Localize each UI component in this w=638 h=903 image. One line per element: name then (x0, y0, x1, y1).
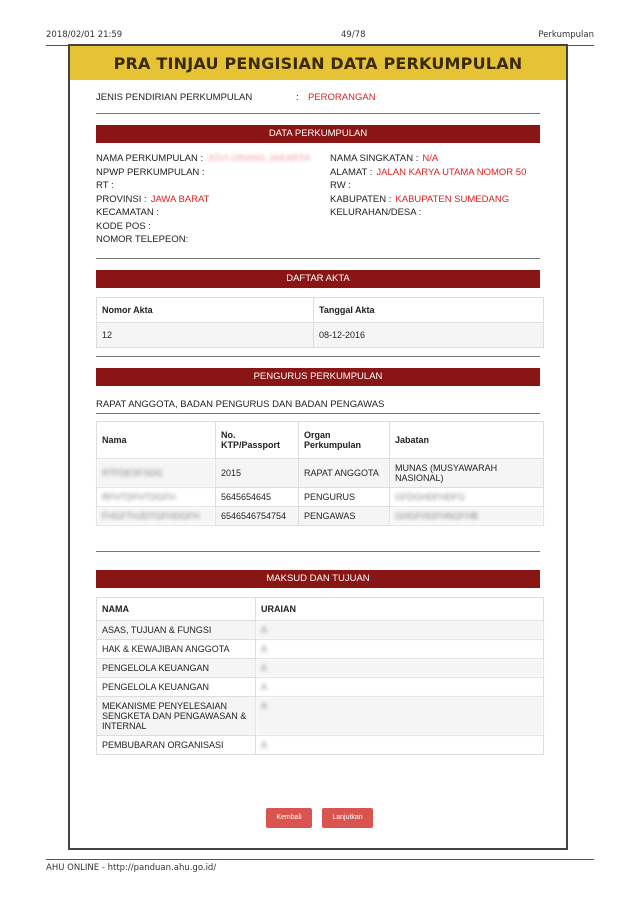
field-row (96, 207, 159, 218)
cell-uraian: A (256, 678, 544, 697)
cell-nama: RTFDESFSDG (97, 459, 216, 488)
divider (96, 413, 540, 414)
cell-uraian: A (256, 736, 544, 755)
cell-uraian: A (256, 697, 544, 736)
field-label: KODE POS : (96, 220, 151, 232)
cell-organ: RAPAT ANGGOTA (299, 459, 390, 488)
back-button[interactable]: Kembali (266, 808, 312, 828)
field-label: KABUPATEN : (330, 193, 392, 205)
cell-tanggal-akta: 08-12-2016 (314, 323, 544, 348)
field-row (330, 180, 351, 191)
pengurus-subtitle: RAPAT ANGGOTA, BADAN PENGURUS DAN BADAN PENGAWAS (96, 399, 385, 410)
field-label: NOMOR TELEPEON: (96, 234, 189, 245)
field-row (96, 194, 209, 205)
cell-jabatan: GFDGHDFHDFG (390, 488, 544, 507)
table-row (97, 736, 544, 755)
print-page-number: 49/78 (341, 30, 366, 40)
field-row (330, 167, 526, 178)
field-label: KELURAHAN/DESA : (330, 207, 422, 218)
table-row (97, 697, 544, 736)
table-row (97, 678, 544, 697)
cell-ktp: 6546546754754 (216, 507, 299, 526)
cell-nama: FHGFTHJDTGFHDGFH (97, 507, 216, 526)
field-row (96, 221, 151, 232)
maksud-tujuan-table (96, 597, 544, 755)
cell-uraian: A (256, 659, 544, 678)
field-value: KABUPATEN SUMEDANG (395, 193, 510, 205)
column-header-tanggal-akta: Tanggal Akta (314, 298, 544, 323)
cell-uraian: A (256, 640, 544, 659)
divider (96, 551, 540, 552)
print-datetime: 2018/02/01 21:59 (46, 30, 123, 40)
table-header-row (97, 298, 544, 323)
table-row (97, 659, 544, 678)
table-row (97, 507, 544, 526)
jenis-colon: : (296, 92, 299, 103)
cell-ktp: 5645654645 (216, 488, 299, 507)
field-label: PROVINSI : (96, 193, 147, 205)
table-header-row (97, 598, 544, 621)
cell-uraian: A (256, 621, 544, 640)
column-header-uraian: URAIAN (256, 598, 544, 621)
cell-ktp: 2015 (216, 459, 299, 488)
cell-organ: PENGAWAS (299, 507, 390, 526)
column-header-nama: Nama (97, 422, 216, 459)
cell-nama: PEMBUBARAN ORGANISASI (97, 736, 256, 755)
section-header-daftar-akta: DAFTAR AKTA (96, 270, 540, 288)
cell-nomor-akta: 12 (97, 323, 314, 348)
field-label: RW : (330, 180, 351, 191)
field-label: NAMA SINGKATAN : (330, 153, 419, 164)
field-value: JOVI ORANG JAKARTA (207, 153, 311, 164)
field-label: NPWP PERKUMPULAN : (96, 166, 205, 178)
cell-nama: HAK & KEWAJIBAN ANGGOTA (97, 640, 256, 659)
jenis-value: PERORANGAN (308, 92, 376, 103)
cell-nama: PENGELOLA KEUANGAN (97, 678, 256, 697)
field-value: JAWA BARAT (150, 193, 210, 205)
field-row (96, 180, 114, 191)
table-row (97, 640, 544, 659)
field-row (330, 207, 421, 218)
column-header-jabatan: Jabatan (390, 422, 544, 459)
divider (96, 258, 540, 259)
column-header-ktp: No. KTP/Passport (216, 422, 299, 459)
print-footer: AHU ONLINE - http://panduan.ahu.go.id/ (46, 859, 594, 873)
table-row (97, 459, 544, 488)
field-value: N/A (422, 153, 439, 164)
daftar-akta-table (96, 297, 544, 348)
field-row (96, 167, 205, 178)
section-header-maksud-tujuan: MAKSUD DAN TUJUAN (96, 570, 540, 588)
section-header-data-perkumpulan: DATA PERKUMPULAN (96, 125, 540, 143)
page-title: PRA TINJAU PENGISIAN DATA PERKUMPULAN (70, 46, 566, 80)
field-label: KECAMATAN : (96, 207, 159, 218)
column-header-organ: Organ Perkumpulan (299, 422, 390, 459)
divider (96, 356, 540, 357)
cell-nama: PENGELOLA KEUANGAN (97, 659, 256, 678)
column-header-nama: NAMA (97, 598, 256, 621)
cell-nama: ASAS, TUJUAN & FUNGSI (97, 621, 256, 640)
jenis-label: JENIS PENDIRIAN PERKUMPULAN (96, 92, 253, 103)
field-label: RT : (96, 180, 114, 191)
pengurus-table (96, 421, 544, 526)
cell-nama: RFHTDFHTDGFH (97, 488, 216, 507)
field-value: JALAN KARYA UTAMA NOMOR 50 (376, 166, 527, 178)
field-row (330, 153, 438, 164)
cell-jabatan: GHGFHGFHNGFHB (390, 507, 544, 526)
field-label: ALAMAT : (330, 166, 373, 178)
field-row (96, 153, 310, 164)
cell-jabatan: MUNAS (MUSYAWARAH NASIONAL) (390, 459, 544, 488)
print-section-title: Perkumpulan (538, 30, 594, 40)
divider (96, 113, 540, 114)
table-header-row (97, 422, 544, 459)
table-row (97, 488, 544, 507)
field-row (96, 234, 188, 245)
column-header-nomor-akta: Nomor Akta (97, 298, 314, 323)
next-button[interactable]: Lanjutkan (322, 808, 373, 828)
preview-frame (68, 44, 568, 850)
section-header-pengurus: PENGURUS PERKUMPULAN (96, 368, 540, 386)
table-row (97, 621, 544, 640)
field-label: NAMA PERKUMPULAN : (96, 153, 204, 164)
table-row (97, 323, 544, 348)
field-row (330, 194, 509, 205)
cell-organ: PENGURUS (299, 488, 390, 507)
cell-nama: MEKANISME PENYELESAIAN SENGKETA DAN PENGAWASAN & INTERNAL (97, 697, 256, 736)
